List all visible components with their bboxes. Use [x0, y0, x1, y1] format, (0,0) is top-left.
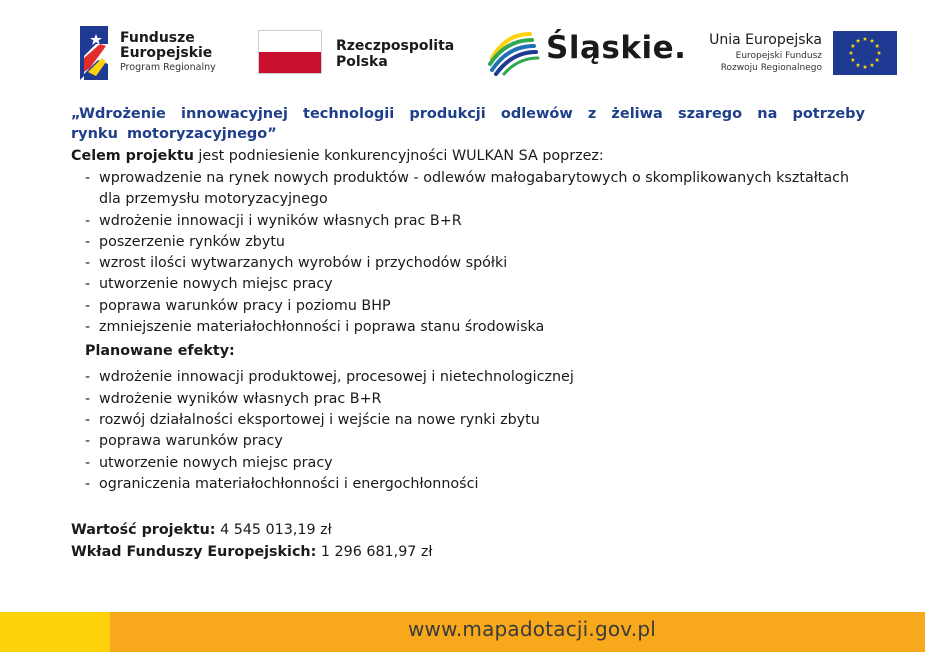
eu-star-icon	[851, 58, 856, 62]
list-item-text: wprowadzenie na rynek nowych produktów - odlewów małogabarytowych o skomplikowanych kształtach dla przemysłu motoryzacyjnego	[99, 170, 850, 208]
eu-star-icon	[875, 58, 880, 62]
fe-logo-line2: Europejskie	[120, 45, 213, 61]
eu-star-icon	[870, 38, 875, 42]
eu-star-icon	[863, 37, 868, 41]
rzeczpospolita-polska-logo	[258, 30, 458, 78]
dash-bullet: -	[85, 390, 91, 407]
list-item-text: wdrożenie innowacji i wyników własnych prac B+R	[99, 212, 462, 229]
effects-list	[71, 367, 865, 495]
contribution-amount: 1 296 681,97 zł	[316, 544, 433, 561]
list-item-text: poprawa warunków pracy i poziomu BHP	[99, 297, 391, 314]
dash-bullet: -	[85, 454, 91, 471]
list-item-text: wdrożenie innowacji produktowej, procesowej i nietechnologicznej	[99, 369, 574, 386]
eu-star-icon	[877, 51, 882, 55]
unia-europejska-logo	[700, 30, 900, 78]
eu-star-icon	[851, 44, 856, 48]
eu-star-icon	[863, 65, 868, 69]
list-item	[85, 431, 865, 452]
list-item-text: poprawa warunków pracy	[99, 433, 283, 450]
list-item	[85, 410, 865, 431]
effects-label: Planowane efekty:	[85, 343, 235, 360]
rp-logo-line2: Polska	[336, 54, 388, 70]
list-item	[85, 232, 865, 253]
list-item-text: ograniczenia materiałochłonności i energochłonności	[99, 475, 479, 492]
dash-bullet: -	[85, 170, 91, 186]
value-label: Wartość projektu:	[71, 522, 216, 539]
value-amount: 4 545 013,19 zł	[215, 522, 332, 539]
eu-star-icon	[849, 51, 854, 55]
logo-bar	[0, 0, 925, 100]
fe-logo-title	[120, 31, 212, 61]
list-item	[85, 168, 865, 211]
list-item	[85, 253, 865, 274]
dash-bullet: -	[85, 276, 91, 293]
fundusze-europejskie-logo	[78, 24, 238, 82]
dash-bullet: -	[85, 411, 91, 428]
list-item	[85, 211, 865, 232]
slaskie-waves-icon	[486, 28, 542, 78]
project-contribution	[71, 541, 865, 563]
list-item-text: zmniejszenie materiałochłonności i poprawa stanu środowiska	[99, 319, 545, 336]
footer-bar	[0, 612, 925, 652]
list-item	[85, 274, 865, 295]
ue-logo-line3: Rozwoju Regionalnego	[720, 63, 822, 73]
eu-star-icon	[870, 63, 875, 67]
list-item	[85, 474, 865, 495]
dash-bullet: -	[85, 297, 91, 314]
list-item-text: rozwój działalności eksportowej i wejście na nowe rynki zbytu	[99, 411, 540, 428]
list-item-text: wdrożenie wyników własnych prac B+R	[99, 390, 382, 407]
dash-bullet: -	[85, 233, 91, 250]
list-item	[85, 389, 865, 410]
slaskie-logo	[486, 28, 687, 78]
goal-text: jest podniesienie konkurencyjności WULKAN SA poprzez:	[193, 148, 604, 164]
eu-star-icon	[856, 63, 861, 67]
list-item	[85, 317, 865, 338]
dash-bullet: -	[85, 475, 91, 492]
project-title: „Wdrożenie innowacyjnej technologii produkcji odlewów z żeliwa szarego na potrzeby rynku motoryzacyjnego”	[71, 106, 865, 142]
eu-star-icon	[875, 44, 880, 48]
list-item	[85, 453, 865, 474]
list-item-text: poszerzenie rynków zbytu	[99, 233, 285, 250]
ue-logo-line2: Europejski Fundusz	[735, 51, 822, 61]
dash-bullet: -	[85, 433, 91, 450]
footer-yellow-block	[0, 612, 110, 652]
dash-bullet: -	[85, 255, 91, 272]
project-goal-intro	[71, 146, 865, 167]
list-item-text: wzrost ilości wytwarzanych wyrobów i przychodów spółki	[99, 255, 508, 272]
list-item	[85, 296, 865, 317]
project-description	[71, 104, 865, 563]
fundusze-europejskie-icon	[78, 24, 112, 82]
contribution-label: Wkład Funduszy Europejskich:	[71, 544, 317, 561]
eu-flag-icon	[833, 31, 897, 75]
dash-bullet: -	[85, 212, 91, 229]
list-item-text: utworzenie nowych miejsc pracy	[99, 454, 333, 471]
eu-star-icon	[856, 38, 861, 42]
list-item-text: utworzenie nowych miejsc pracy	[99, 276, 333, 293]
polish-flag-icon	[258, 30, 322, 74]
fe-logo-line1: Fundusze	[120, 30, 195, 46]
list-item	[85, 367, 865, 388]
project-value	[71, 519, 865, 541]
footer-url-link[interactable]: www.mapadotacji.gov.pl	[408, 617, 657, 641]
goal-label: Celem projektu	[71, 148, 194, 164]
dash-bullet: -	[85, 369, 91, 386]
goals-list	[71, 168, 865, 338]
fe-logo-subtitle: Program Regionalny	[120, 62, 216, 73]
rp-logo-line1: Rzeczpospolita	[336, 38, 455, 54]
ue-logo-title: Unia Europejska	[709, 32, 822, 48]
dash-bullet: -	[85, 319, 91, 336]
rp-logo-text	[336, 38, 454, 70]
ue-logo-subtitle	[721, 50, 822, 74]
slaskie-logo-text: Śląskie.	[546, 30, 687, 66]
